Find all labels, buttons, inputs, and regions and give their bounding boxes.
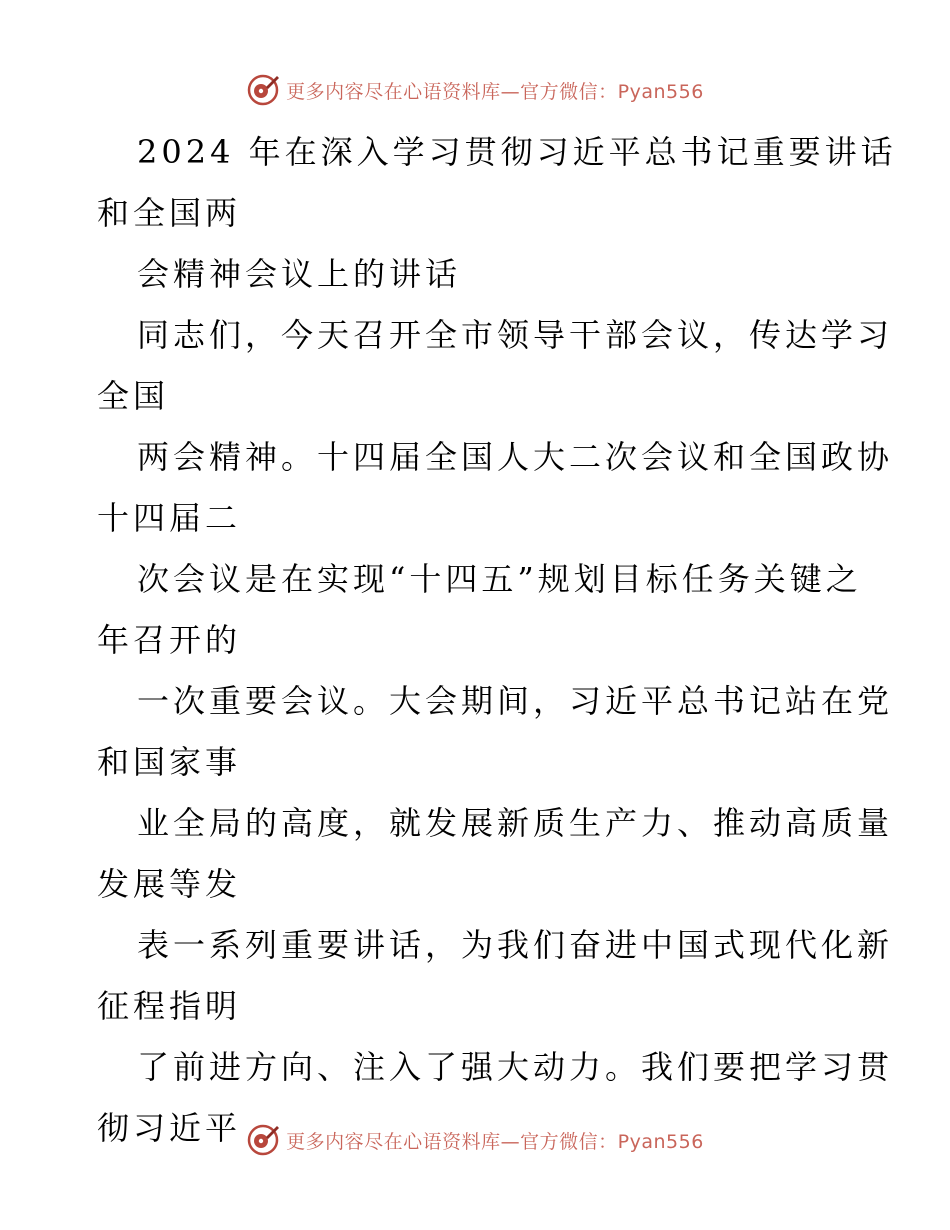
watermark-text: 更多内容尽在心语资料库—官方微信：Pyan556: [286, 80, 704, 103]
paragraph-line: 全国: [97, 377, 170, 415]
paragraph-line: 会精神会议上的讲话: [137, 255, 462, 293]
pen-circle-logo-icon: [246, 1123, 280, 1157]
paragraph-line: 表一系列重要讲话，为我们奋进中国式现代化新: [137, 926, 894, 964]
paragraph-line: 和国家事: [97, 743, 242, 781]
paragraph-line: 年召开的: [97, 621, 242, 659]
paragraph-line: 2024 年在深入学习贯彻习近平总书记重要讲话: [137, 133, 897, 171]
paragraph-line: 次会议是在实现“十四五”规划目标任务关键之: [137, 560, 862, 598]
paragraph-line: 和全国两: [97, 194, 242, 232]
paragraph-line: 了前进方向、注入了强大动力。我们要把学习贯: [137, 1048, 894, 1086]
document-body: [97, 122, 897, 1159]
header-watermark: [0, 72, 950, 108]
pen-circle-logo-icon: [246, 73, 280, 107]
paragraph-line: 彻习近平: [97, 1109, 242, 1147]
paragraph-line: 一次重要会议。大会期间，习近平总书记站在党: [137, 682, 894, 720]
paragraph-line: 两会精神。十四届全国人大二次会议和全国政协: [137, 438, 894, 476]
footer-watermark: [0, 1122, 950, 1158]
paragraph-line: 发展等发: [97, 865, 242, 903]
paragraph-line: 同志们，今天召开全市领导干部会议，传达学习: [137, 316, 894, 354]
paragraph-line: 业全局的高度，就发展新质生产力、推动高质量: [137, 804, 894, 842]
paragraph-line: 十四届二: [97, 499, 242, 537]
paragraph-line: 征程指明: [97, 987, 242, 1025]
watermark-text: 更多内容尽在心语资料库—官方微信：Pyan556: [286, 1130, 704, 1153]
